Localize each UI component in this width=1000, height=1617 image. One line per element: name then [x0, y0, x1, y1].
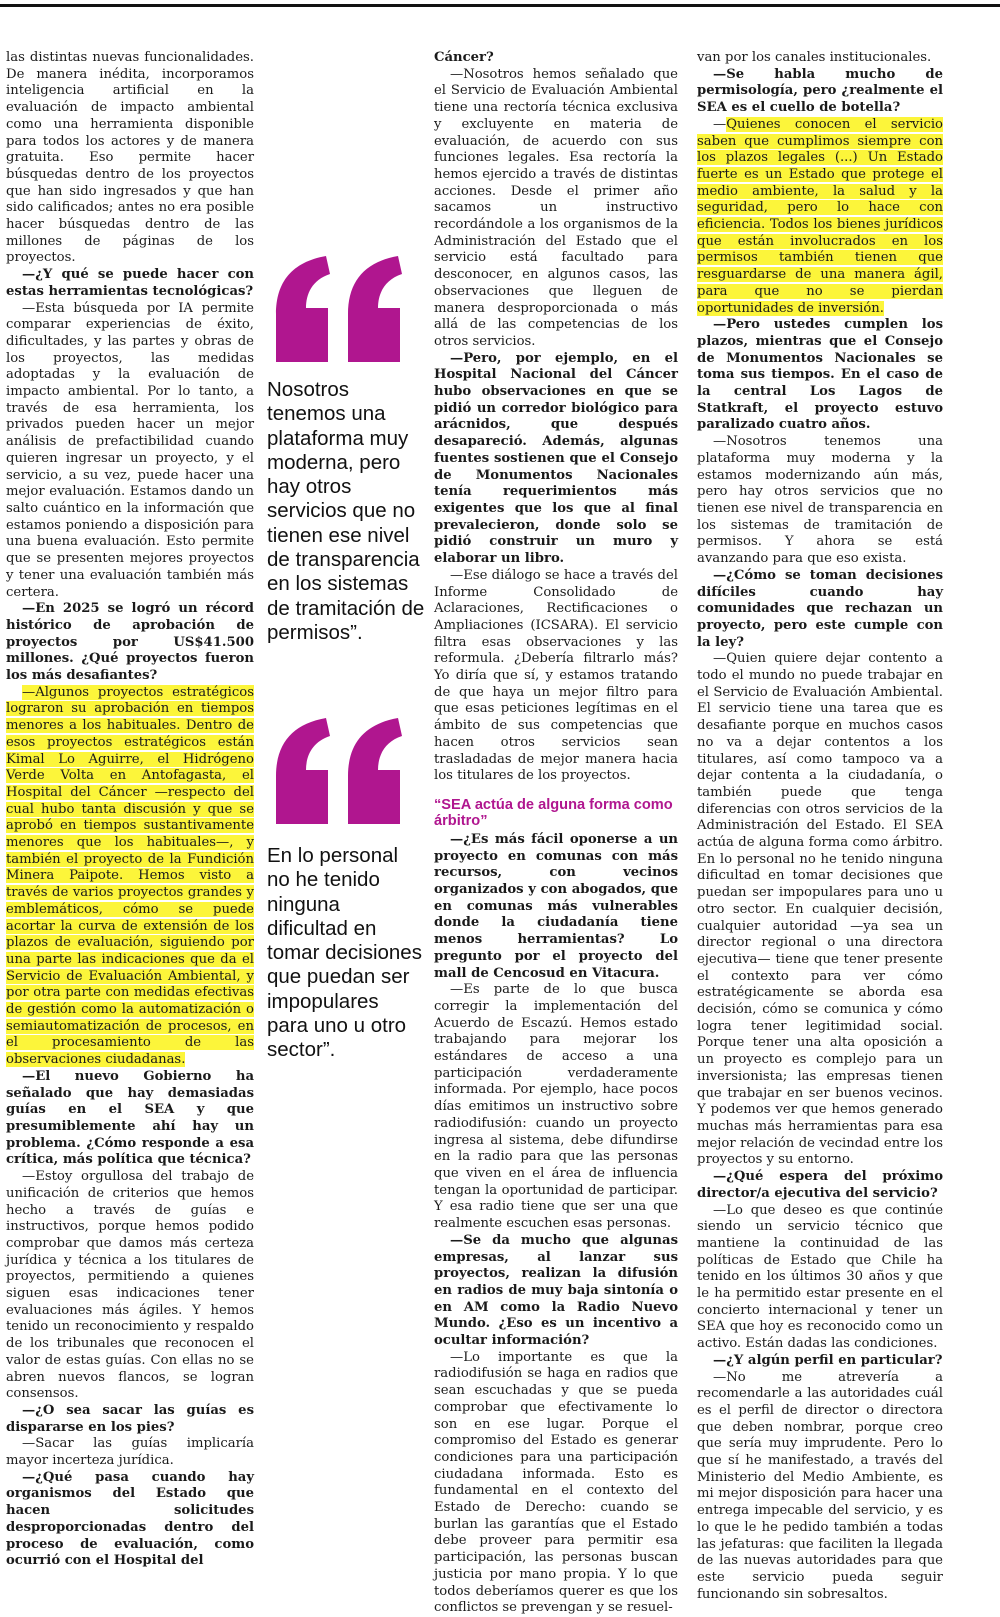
- interview-answer: —Nosotros hemos señalado que el Servicio de Evaluación Ambiental tiene una rectoría técnica exclusiva y excluyente en materia de evaluación, de acuerdo con sus funciones legales. Esa rectoría la hemos ejercido a través de distintas acciones. Desde el primer año sacamos un instructivo recordándole a los organismos de la Administración del Estado que el servicio está facultado para desconocer, en algunos casos, las observaciones que lleguen de manera desproporcionada o más allá de las competencias de los otros servicios.: [434, 66, 678, 349]
- paragraph-continued: las distintas nuevas funcionalidades. De manera inédita, incorporamos inteligencia artificial en la evaluación de impacto ambiental como una herramienta disponible para todos los actores y de manera gratuita. Eso permite hacer búsquedas dentro de los proyectos que han sido ingresados y que han sido calificados; antes no era posible hacer búsquedas dentro de las millones de páginas de los proyectos.: [6, 50, 254, 266]
- interview-answer: [697, 117, 943, 317]
- interview-answer: [6, 685, 254, 1069]
- interview-question: —¿Y qué se puede hacer con estas herramientas tecnológicas?: [6, 267, 254, 299]
- interview-question: —¿Qué pasa cuando hay organismos del Estado que hacen solicitudes desproporcionadas dentro del proceso de evaluación, como ocurrió con el Hospital del: [6, 1469, 254, 1569]
- interview-question: —Se da mucho que algunas empresas, al lanzar sus proyectos, realizan la difusión en radios de muy baja sintonía o en AM como la Radio Nuevo Mundo. ¿Eso es un incentivo a ocultar información?: [434, 1232, 678, 1349]
- question-continued: Cáncer?: [434, 50, 494, 65]
- paragraph-continued: van por los canales institucionales.: [697, 50, 932, 65]
- quote-mark-icon-2: [264, 712, 414, 832]
- section-subheading: “SEA actúa de alguna forma como árbitro”: [434, 796, 673, 829]
- interview-answer: —Estoy orgullosa del trabajo de unificación de criterios que hemos hecho a través de guías e instructivos, porque hemos podido comprobar que damos más certeza jurídica y técnica a los titulares de proyectos, permitiendo a quienes siguen esas indicaciones tener evaluaciones más ágiles. Y hemos tenido un reconocimiento y respaldo de los tribunales que reconocen el valor de estas guías. Con ellas no se abren nuevos flancos, se logran consensos.: [6, 1169, 254, 1402]
- quote-mark-icon-1: [264, 250, 414, 370]
- interview-question: —Se habla mucho de permisología, pero ¿realmente el SEA es el cuello de botella?: [697, 66, 943, 116]
- interview-answer: —Es parte de lo que busca corregir la implementación del Acuerdo de Escazú. Hemos estado trabajando para mejorar los estándares de acceso a una participación verdaderamente informada. Por ejemplo, hace pocos días emitimos un instructivo sobre radiodifusión: cuando un proyecto ingresa al sistema, debe difundirse en la radio para que las personas que viven en el área de influencia tengan la oportunidad de participar. Y esa radio tiene que ser una que realmente escuchen esas personas.: [434, 982, 678, 1232]
- column-4: [697, 50, 943, 1603]
- highlighted-text: —Algunos proyectos estratégicos lograron su aprobación en tiempos menores a los habituales. Dentro de esos proyectos estratégicos están Kimal Lo Aguirre, el Hidrógeno Verde Volta en Antofagasta, el Hospital del Cáncer —respecto del cual hubo tanta discusión y que se aprobó en tiempos sustantivamente menores que los habituales—, y también el proyecto de la Fundición Minera Paipote. Hemos visto a través de varios proyectos grandes y emblemáticos, cómo se puede acortar la curva de extensión de los plazos de evaluación, siguiendo por una parte las indicaciones que da el Servicio de Evaluación Ambiental, y por otra parte con medidas efectivas de gestión como la automatización o semiautomatización de procesos, en el procesamiento de las observaciones ciudadanas.: [6, 684, 254, 1068]
- interview-question: —¿Y algún perfil en particular?: [713, 1352, 943, 1368]
- interview-question: —¿Cómo se toman decisiones difíciles cuando hay comunidades que rechazan un proyecto, pero este cumple con la ley?: [697, 567, 943, 650]
- highlighted-text: Quienes conocen el servicio saben que cumplimos siempre con los plazos legales (...) Un Estado fuerte es un Estado que protege el medio ambiente, la salud y la seguridad, pero lo hace con eficiencia. Todos los bienes jurídicos que están involucrados en los permisos también tienen que resguardarse de una manera ágil, para que no se pierdan oportunidades de inversión.: [697, 116, 943, 316]
- column-3: [434, 50, 678, 1617]
- dash: —: [713, 116, 727, 132]
- interview-question: —En 2025 se logró un récord histórico de aprobación de proyectos por US$41.500 millones. ¿Qué proyectos fueron los más desafiantes?: [6, 601, 254, 684]
- interview-answer: —Nosotros tenemos una plataforma muy moderna y la estamos modernizando aún más, pero hay otros servicios que no tienen ese nivel de transparencia en los sistemas de tramitación de permisos. Y ahora se está avanzando para que eso exista.: [697, 434, 943, 567]
- interview-question: —El nuevo Gobierno ha señalado que hay demasiadas guías en el SEA y que presumiblemente ahí hay un problema. ¿Cómo responde a esa crítica, más política que técnica?: [6, 1068, 254, 1168]
- interview-answer: —Lo importante es que la radiodifusión se haga en radios que sean escuchadas y que se pueda comprobar que efectivamente lo son en ese lugar. Porque el compromiso del Estado es generar condiciones para una participación ciudadana informada. Esto es fundamental en el contexto del Estado de Derecho: cuando se burlan las garantías que el Estado debe proveer para permitir esa participación, las personas buscan justicia por mano propia. Y lo que todos deberíamos querer es que los conflictos se prevengan y se resuel-: [434, 1349, 678, 1616]
- interview-answer: —No me atrevería a recomendarle a las autoridades cuál es el perfil de director o directora que deben nombrar, porque creo que sería muy imprudente. Pero lo que sí he manifestado, a través del Ministerio del Medio Ambiente, es mi mejor disposición para hacer una entrega impecable del servicio, y es lo que le he pedido también a todas las jefaturas: que faciliten la llegada de las nuevas autoridades para que este servicio pueda seguir funcionando sin sobresaltos.: [697, 1369, 943, 1602]
- interview-answer: —Lo que deseo es que continúe siendo un servicio técnico que mantiene la continuidad de las políticas de Estado que Chile ha tenido en los últimos 30 años y que le ha permitido estar presente en el concierto internacional y tener un SEA que hoy es reconocido como un activo. Están dadas las condiciones.: [697, 1202, 943, 1352]
- column-1: [6, 50, 254, 1570]
- interview-answer: —Ese diálogo se hace a través del Informe Consolidado de Aclaraciones, Rectificaciones o Ampliaciones (ICSARA). El servicio filtra esas observaciones y las reformula. ¿Debería filtrarlo más? Yo diría que sí, y estamos tratando de que haya un mejor filtro para que esas peticiones legítimas en el ámbito de sus competencias que hacen otros servicios sean trasladadas de mejor manera hacia los titulares de los proyectos.: [434, 567, 678, 784]
- interview-answer: —Sacar las guías implicaría mayor incerteza jurídica.: [6, 1436, 254, 1469]
- interview-answer: —Esta búsqueda por IA permite comparar experiencias de éxito, dificultades, y las partes y obras de los proyectos, las medidas adoptadas y la evaluación de impacto ambiental. Por lo tanto, a través de esa herramienta, los privados pueden hacer un mejor análisis de prefactibilidad cuando quieren ingresar un proyecto, y el servicio, a su vez, puede hacer una mejor evaluación. Estamos dando un salto cuántico en la información que estamos poniendo a disposición para una buena evaluación. Esto permite que se presenten mejores proyectos y tener una evaluación también más certera.: [6, 300, 254, 600]
- interview-answer: —Quien quiere dejar contento a todo el mundo no puede trabajar en el Servicio de Evaluación Ambiental. El servicio tiene una tarea que es desafiante porque en muchos casos no va a dejar contentos a los titulares, así como tampoco va a dejar contenta a la ciudadanía, o también puede que tenga diferencias con otros servicios de la Administración del Estado. El SEA actúa de alguna forma como árbitro. En lo personal no he tenido ninguna dificultad en tomar decisiones que puedan ser impopulares para uno u otro sector. En cualquier decisión, cualquier autoridad —ya sea un director regional o una directora ejecutiva— tiene que tener presente el contexto para ver cómo estratégicamente se aborda esa decisión, cómo se comunica y cómo logra tener legitimidad social. Porque tener una alta oposición a un proyecto es complejo para un inversionista; las empresas tienen que trabajar en ser buenos vecinos. Y podemos ver que hemos generado muchas más herramientas para esa mejor relación de vecindad entre los proyectos y su entorno.: [697, 651, 943, 1168]
- interview-question: —Pero, por ejemplo, en el Hospital Nacional del Cáncer hubo observaciones en que se pidió un corredor biológico para arácnidos, que después desapareció. Además, algunas fuentes sostienen que el Consejo de Monumentos Nacionales tenía requerimientos más exigentes que los que al final prevalecieron, donde solo se pidió construir un muro y elaborar un libro.: [434, 350, 678, 567]
- interview-question: —Pero ustedes cumplen los plazos, mientras que el Consejo de Monumentos Nacionales se toma sus tiempos. En el caso de la central Los Lagos de Statkraft, el proyecto estuvo paralizado cuatro años.: [697, 317, 943, 433]
- interview-question: —¿O sea sacar las guías es dispararse en los pies?: [6, 1402, 254, 1435]
- pull-quote-1: Nosotros tenemos una plataforma muy moderna, pero hay otros servicios que no tienen ese nivel de transparencia en los sistemas de tramitación de permisos”.: [267, 378, 425, 644]
- interview-question: —¿Es más fácil oponerse a un proyecto en comunas con más recursos, con vecinos organizados y con abogados, que en comunas más vulnerables donde la ciudadanía tiene menos herramientas? Lo pregunto por el proyecto del mall de Cencosud en Vitacura.: [434, 831, 678, 981]
- pull-quote-2: En lo personal no he tenido ninguna dificultad en tomar decisiones que puedan ser impopulares para uno u otro sector”.: [267, 844, 422, 1062]
- interview-question: —¿Qué espera del próximo director/a ejecutiva del servicio?: [697, 1169, 943, 1201]
- top-rule: [0, 4, 1000, 7]
